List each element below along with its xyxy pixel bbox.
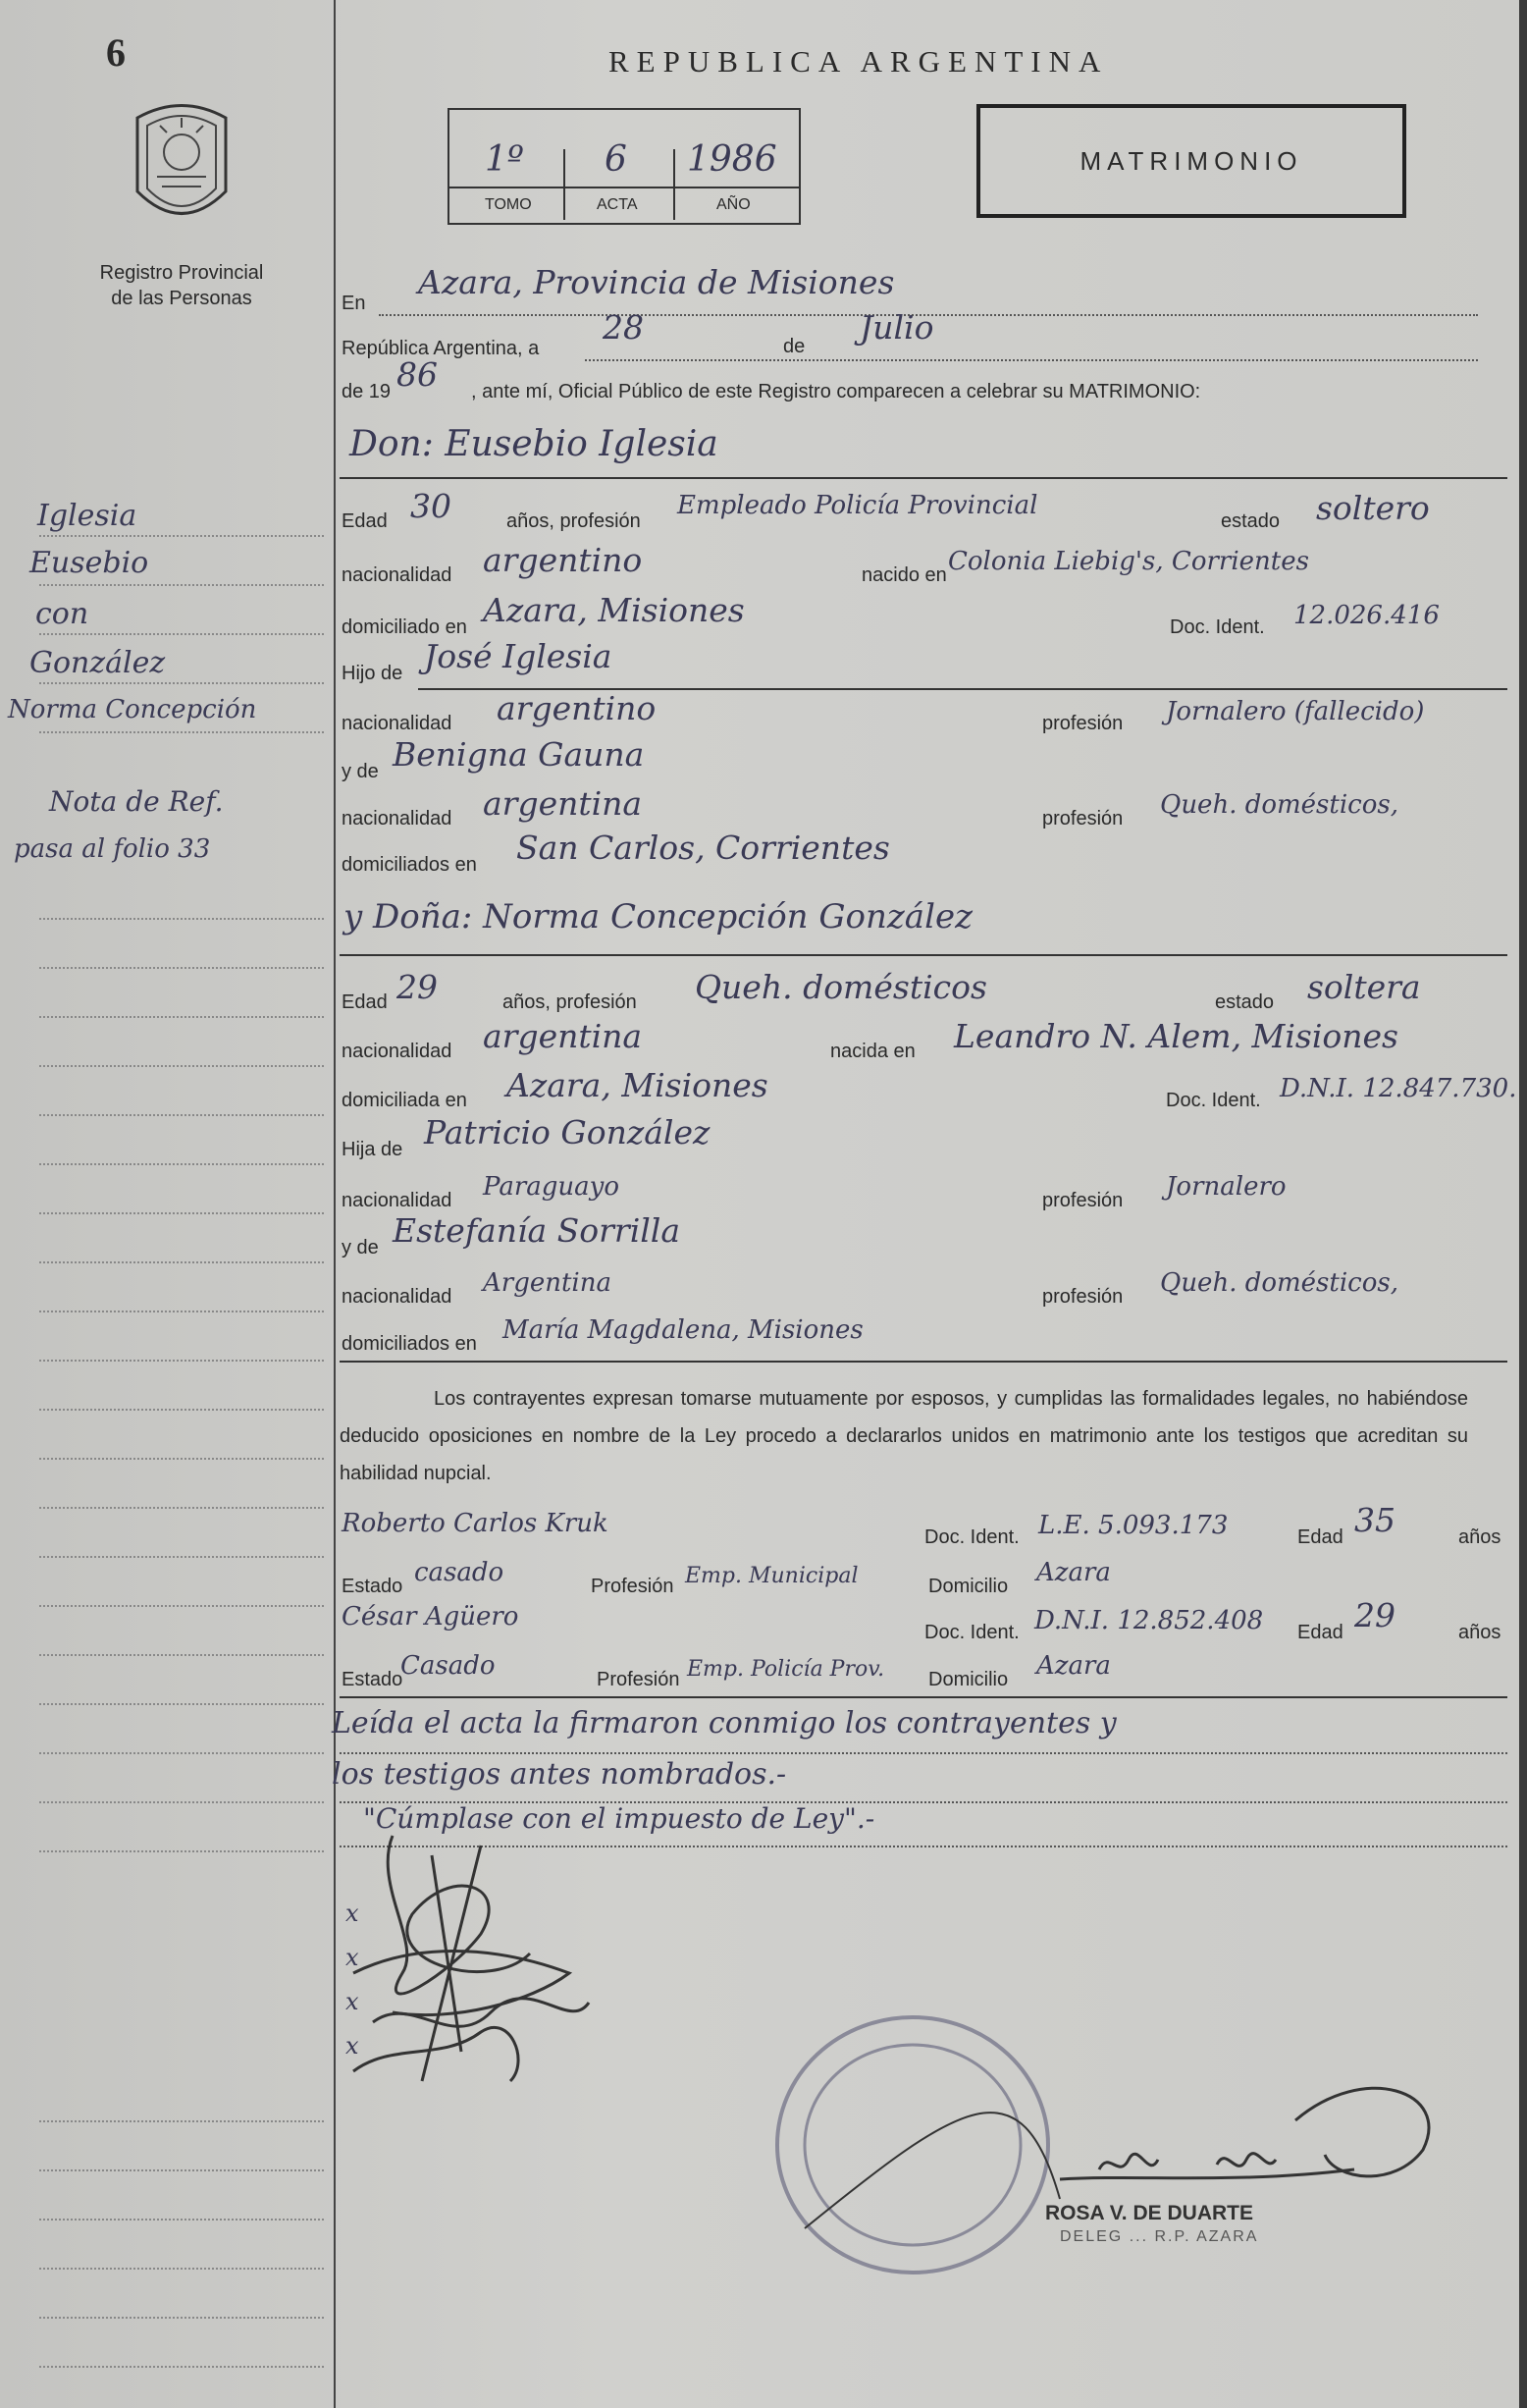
ano-value: 1986 [687, 139, 777, 180]
margin-con: con [35, 597, 89, 631]
acta-label: ACTA [597, 196, 638, 213]
groom-parents-dom-row: domiciliados en San Carlos, Corrientes [342, 829, 890, 876]
bride-edad-row: Edad 29 años, profesión Queh. domésticos estado soltera [342, 968, 1421, 1013]
officer-role: DELEG ... R.P. AZARA [1060, 2228, 1259, 2245]
witness1-age: 35 [1354, 1501, 1395, 1539]
sign-mark-3: x [345, 1988, 359, 2015]
bride-doc: D.N.I. 12.847.730. [1280, 1074, 1517, 1103]
witness2-profession: Emp. Policía Prov. [687, 1657, 885, 1682]
margin-surname-bride: González [29, 646, 166, 680]
registry-line-1: Registro Provincial [99, 262, 264, 284]
bride-father-row: Hija de Patricio González [342, 1113, 711, 1160]
witness2-name: César Agüero [342, 1602, 519, 1632]
bride-name-row [340, 895, 1517, 952]
groom-birthplace: Colonia Liebig's, Corrientes [948, 547, 1309, 576]
groom-estado: soltero [1316, 489, 1430, 527]
groom-nac-row: nacionalidad argentino nacido en Colonia Liebig's, Corrientes [342, 541, 1309, 586]
bride-mother-row: y de Estefanía Sorrilla [342, 1211, 681, 1258]
sign-mark-4: x [345, 2032, 359, 2060]
witness2-row: César Agüero Doc. Ident. D.N.I. 12.852.408 Edad 29 años [342, 1596, 1501, 1643]
bride-dom-row: domiciliada en Azara, Misiones Doc. Ident. D.N.I. 12.847.730. [342, 1066, 1517, 1111]
page-edge [1519, 0, 1527, 2408]
groom-father-profession: Jornalero (fallecido) [1166, 697, 1425, 726]
witness1-detail-row: Estado casado Profesión Emp. Municipal Domicilio Azara [342, 1558, 1111, 1597]
witness1-row: Roberto Carlos Kruk Doc. Ident. L.E. 5.093.173 Edad 35 años [342, 1501, 1501, 1548]
groom-profession: Empleado Policía Provincial [677, 491, 1038, 520]
groom-name: Don: Eusebio Iglesia [349, 424, 718, 464]
witness2-domicile: Azara [1036, 1651, 1111, 1681]
tomo-value: 1º [485, 139, 524, 180]
intro-date-row [340, 308, 1517, 363]
bride-profession: Queh. domésticos [695, 968, 987, 1006]
page-number: 6 [106, 30, 126, 75]
witness1-estado: casado [414, 1558, 504, 1587]
sign-mark-1: x [345, 1900, 359, 1927]
margin-pasa-folio: pasa al folio 33 [14, 834, 211, 864]
bride-domicile: Azara, Misiones [506, 1066, 768, 1104]
witness1-name: Roberto Carlos Kruk [342, 1509, 608, 1538]
groom-mother-profession: Queh. domésticos, [1160, 790, 1398, 820]
matrimonio-title-box: MATRIMONIO [976, 104, 1406, 218]
ano-label: AÑO [716, 196, 751, 213]
witness2-doc: D.N.I. 12.852.408 [1034, 1606, 1264, 1635]
margin-name-bride: Norma Concepción [8, 695, 257, 724]
groom-domicile: Azara, Misiones [483, 591, 745, 629]
groom-dom-row: domiciliado en Azara, Misiones Doc. Ident. 12.026.416 [342, 591, 1440, 638]
closing-line-1: Leída el acta la firmaron conmigo los contrayentes y [332, 1706, 1117, 1740]
groom-nationality: argentino [483, 541, 643, 579]
groom-edad-row: Edad 30 años, profesión Empleado Policía Provincial estado soltero [342, 487, 1430, 532]
bride-father-name: Patricio González [424, 1113, 711, 1151]
bride-mother-profession: Queh. domésticos, [1160, 1268, 1398, 1298]
bride-mother-nationality: Argentina [483, 1268, 611, 1298]
officer-name: ROSA V. DE DUARTE [1045, 2202, 1253, 2224]
de19-label: de 19 [342, 381, 392, 402]
groom-mother-nationality: argentina [483, 784, 643, 823]
republica-label: República Argentina, a [342, 338, 540, 359]
bride-father-nationality: Paraguayo [483, 1172, 619, 1202]
groom-age: 30 [410, 487, 451, 525]
tomo-label: TOMO [485, 196, 532, 213]
groom-name-row [340, 424, 1517, 481]
witness1-profession: Emp. Municipal [685, 1564, 859, 1588]
bride-parents-domicile: María Magdalena, Misiones [502, 1315, 864, 1345]
intro-year-row [340, 355, 1517, 412]
groom-father-nac-row: nacionalidad argentino profesión Jornalero (fallecido) [342, 689, 1425, 734]
document-title: REPUBLICA ARGENTINA [608, 44, 1109, 79]
tomo-acta-ano-box [448, 108, 801, 225]
year-suffix: 86 [396, 355, 438, 394]
bride-parents-dom-row: domiciliados en María Magdalena, Misiones [340, 1313, 1517, 1361]
witness2-age: 29 [1354, 1596, 1395, 1634]
bride-name: y Doña: Norma Concepción González [343, 897, 973, 936]
witness1-doc: L.E. 5.093.173 [1038, 1511, 1229, 1540]
provincial-seal-icon [128, 98, 236, 236]
witness2-detail-row: Estado Casado Profesión Emp. Policía Prov. Domicilio Azara [340, 1649, 1517, 1696]
groom-mother-name: Benigna Gauna [393, 735, 645, 774]
groom-father-row: Hijo de José Iglesia [340, 643, 1517, 690]
bride-birthplace: Leandro N. Alem, Misiones [954, 1017, 1398, 1055]
closing-line-2: los testigos antes nombrados.- [332, 1757, 787, 1792]
bride-father-profession: Jornalero [1166, 1172, 1287, 1202]
margin-nota-ref: Nota de Ref. [49, 785, 224, 818]
en-label: En [342, 293, 366, 314]
bride-estado: soltera [1307, 968, 1421, 1006]
signatures-icon [334, 1826, 726, 2120]
closing-line-3: "Cúmplase con el impuesto de Ley".- [363, 1802, 875, 1835]
sign-mark-2: x [345, 1944, 359, 1971]
intro-place-row [340, 263, 1517, 312]
bride-mother-nac-row: nacionalidad Argentina profesión Queh. domésticos, [342, 1268, 1398, 1308]
witness2-estado: Casado [400, 1651, 496, 1681]
ante-text: , ante mí, Oficial Público de este Registro comparecen a celebrar su MATRIMONIO: [471, 381, 1201, 402]
groom-doc: 12.026.416 [1293, 601, 1440, 630]
registry-line-2: de las Personas [111, 288, 252, 309]
margin-name-groom: Eusebio [29, 546, 149, 580]
officer-signature-icon [1040, 2061, 1452, 2199]
bride-mother-name: Estefanía Sorrilla [393, 1211, 681, 1250]
day-value: 28 [603, 308, 644, 347]
bride-nac-row: nacionalidad argentina nacida en Leandro N. Alem, Misiones [342, 1017, 1398, 1062]
groom-parents-domicile: San Carlos, Corrientes [516, 829, 890, 867]
place-value: Azara, Provincia de Misiones [418, 263, 895, 301]
bride-nationality: argentina [483, 1017, 643, 1055]
registry-name [59, 260, 304, 311]
bride-age: 29 [396, 968, 438, 1006]
month-value: Julio [860, 308, 934, 347]
groom-mother-nac-row: nacionalidad argentina profesión Queh. domésticos, [342, 784, 1398, 829]
groom-mother-row: y de Benigna Gauna [342, 735, 645, 782]
declaration-text: Los contrayentes expresan tomarse mutuamente por esposos, y cumplidas las formalidades legales, no habiéndose deducido oposiciones en nombre de la Ley procedo a declararlos unidos en matrimonio ante los testigos que acreditan su habilidad nupcial. [340, 1388, 1468, 1484]
de-label: de [783, 336, 806, 357]
bride-father-nac-row: nacionalidad Paraguayo profesión Jornalero [342, 1172, 1287, 1211]
witness1-domicile: Azara [1036, 1558, 1111, 1587]
groom-father-name: José Iglesia [424, 637, 612, 675]
acta-value: 6 [605, 139, 627, 180]
official-stamp-icon [765, 2003, 1070, 2287]
margin-surname-groom: Iglesia [37, 499, 137, 533]
groom-father-nationality: argentino [497, 689, 657, 727]
